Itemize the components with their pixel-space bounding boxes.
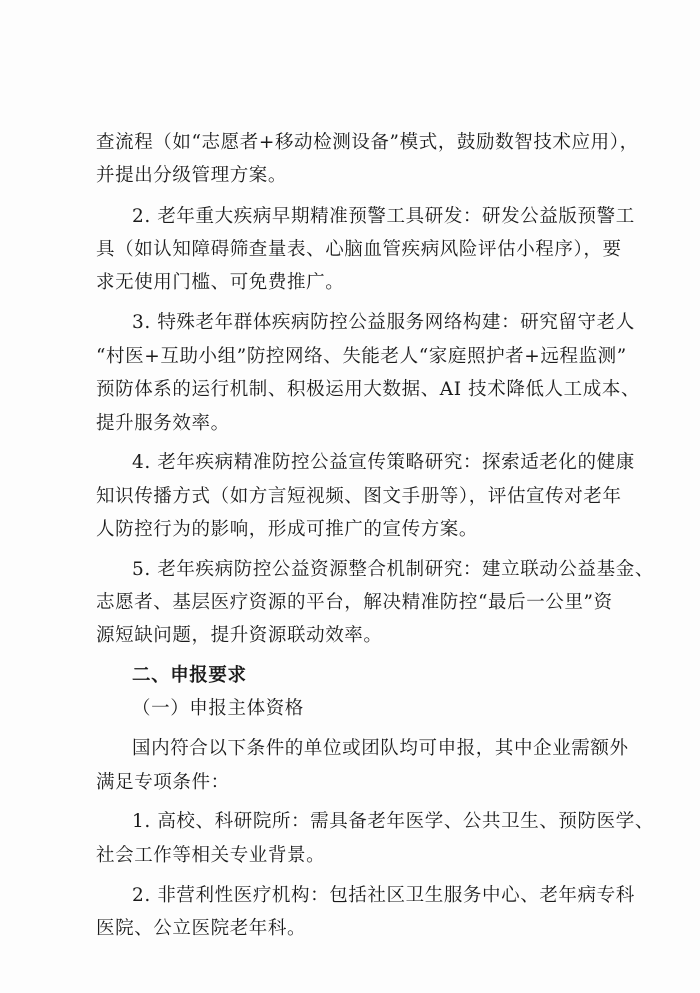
item3-line4: 提升服务效率。 — [96, 413, 230, 434]
item1-tail-line2: 并提出分级管理方案。 — [96, 165, 288, 186]
eligibility-item2-line2: 医院、公立医院老年科。 — [96, 918, 307, 939]
item4-line3: 人防控行为的影响，形成可推广的宣传方案。 — [96, 519, 479, 540]
item2-line3: 求无使用门槛、可免费推广。 — [96, 272, 345, 293]
item1-tail-line1: 查流程（如“志愿者+移动检测设备”模式，鼓励数智技术应用）， — [96, 132, 639, 153]
item5-line1: 5. 老年疾病防控公益资源整合机制研究：建立联动公益基金、 — [132, 559, 654, 580]
item5-line2: 志愿者、基层医疗资源的平台，解决精准防控“最后一公里”资 — [96, 592, 613, 613]
section-heading-application-requirements: 二、申报要求 — [132, 665, 247, 686]
eligibility-intro-line1: 国内符合以下条件的单位或团队均可申报，其中企业需额外 — [132, 738, 629, 759]
item3-line3: 预防体系的运行机制、积极运用大数据、AI 技术降低人工成本、 — [96, 379, 641, 400]
item2-line2: 具（如认知障碍筛查量表、心脑血管疾病风险评估小程序），要 — [96, 239, 622, 260]
item3-line2: “村医+互助小组”防控网络、失能老人“家庭照护者+远程监测” — [96, 346, 627, 367]
item2-line1: 2. 老年重大疾病早期精准预警工具研发：研发公益版预警工 — [132, 206, 635, 227]
subsection-heading-applicant-eligibility: （一）申报主体资格 — [132, 698, 304, 719]
eligibility-intro-line2: 满足专项条件： — [96, 772, 230, 793]
item5-line3: 源短缺问题，提升资源联动效率。 — [96, 625, 383, 646]
item4-line2: 知识传播方式（如方言短视频、图文手册等），评估宣传对老年 — [96, 486, 622, 507]
eligibility-item2-line1: 2. 非营利性医疗机构：包括社区卫生服务中心、老年病专科 — [132, 885, 635, 906]
eligibility-item1-line2: 社会工作等相关专业背景。 — [96, 845, 326, 866]
item3-line1: 3. 特殊老年群体疾病防控公益服务网络构建：研究留守老人 — [132, 312, 635, 333]
eligibility-item1-line1: 1. 高校、科研院所：需具备老年医学、公共卫生、预防医学、 — [132, 811, 654, 832]
item4-line1: 4. 老年疾病精准防控公益宣传策略研究：探索适老化的健康 — [132, 452, 635, 473]
